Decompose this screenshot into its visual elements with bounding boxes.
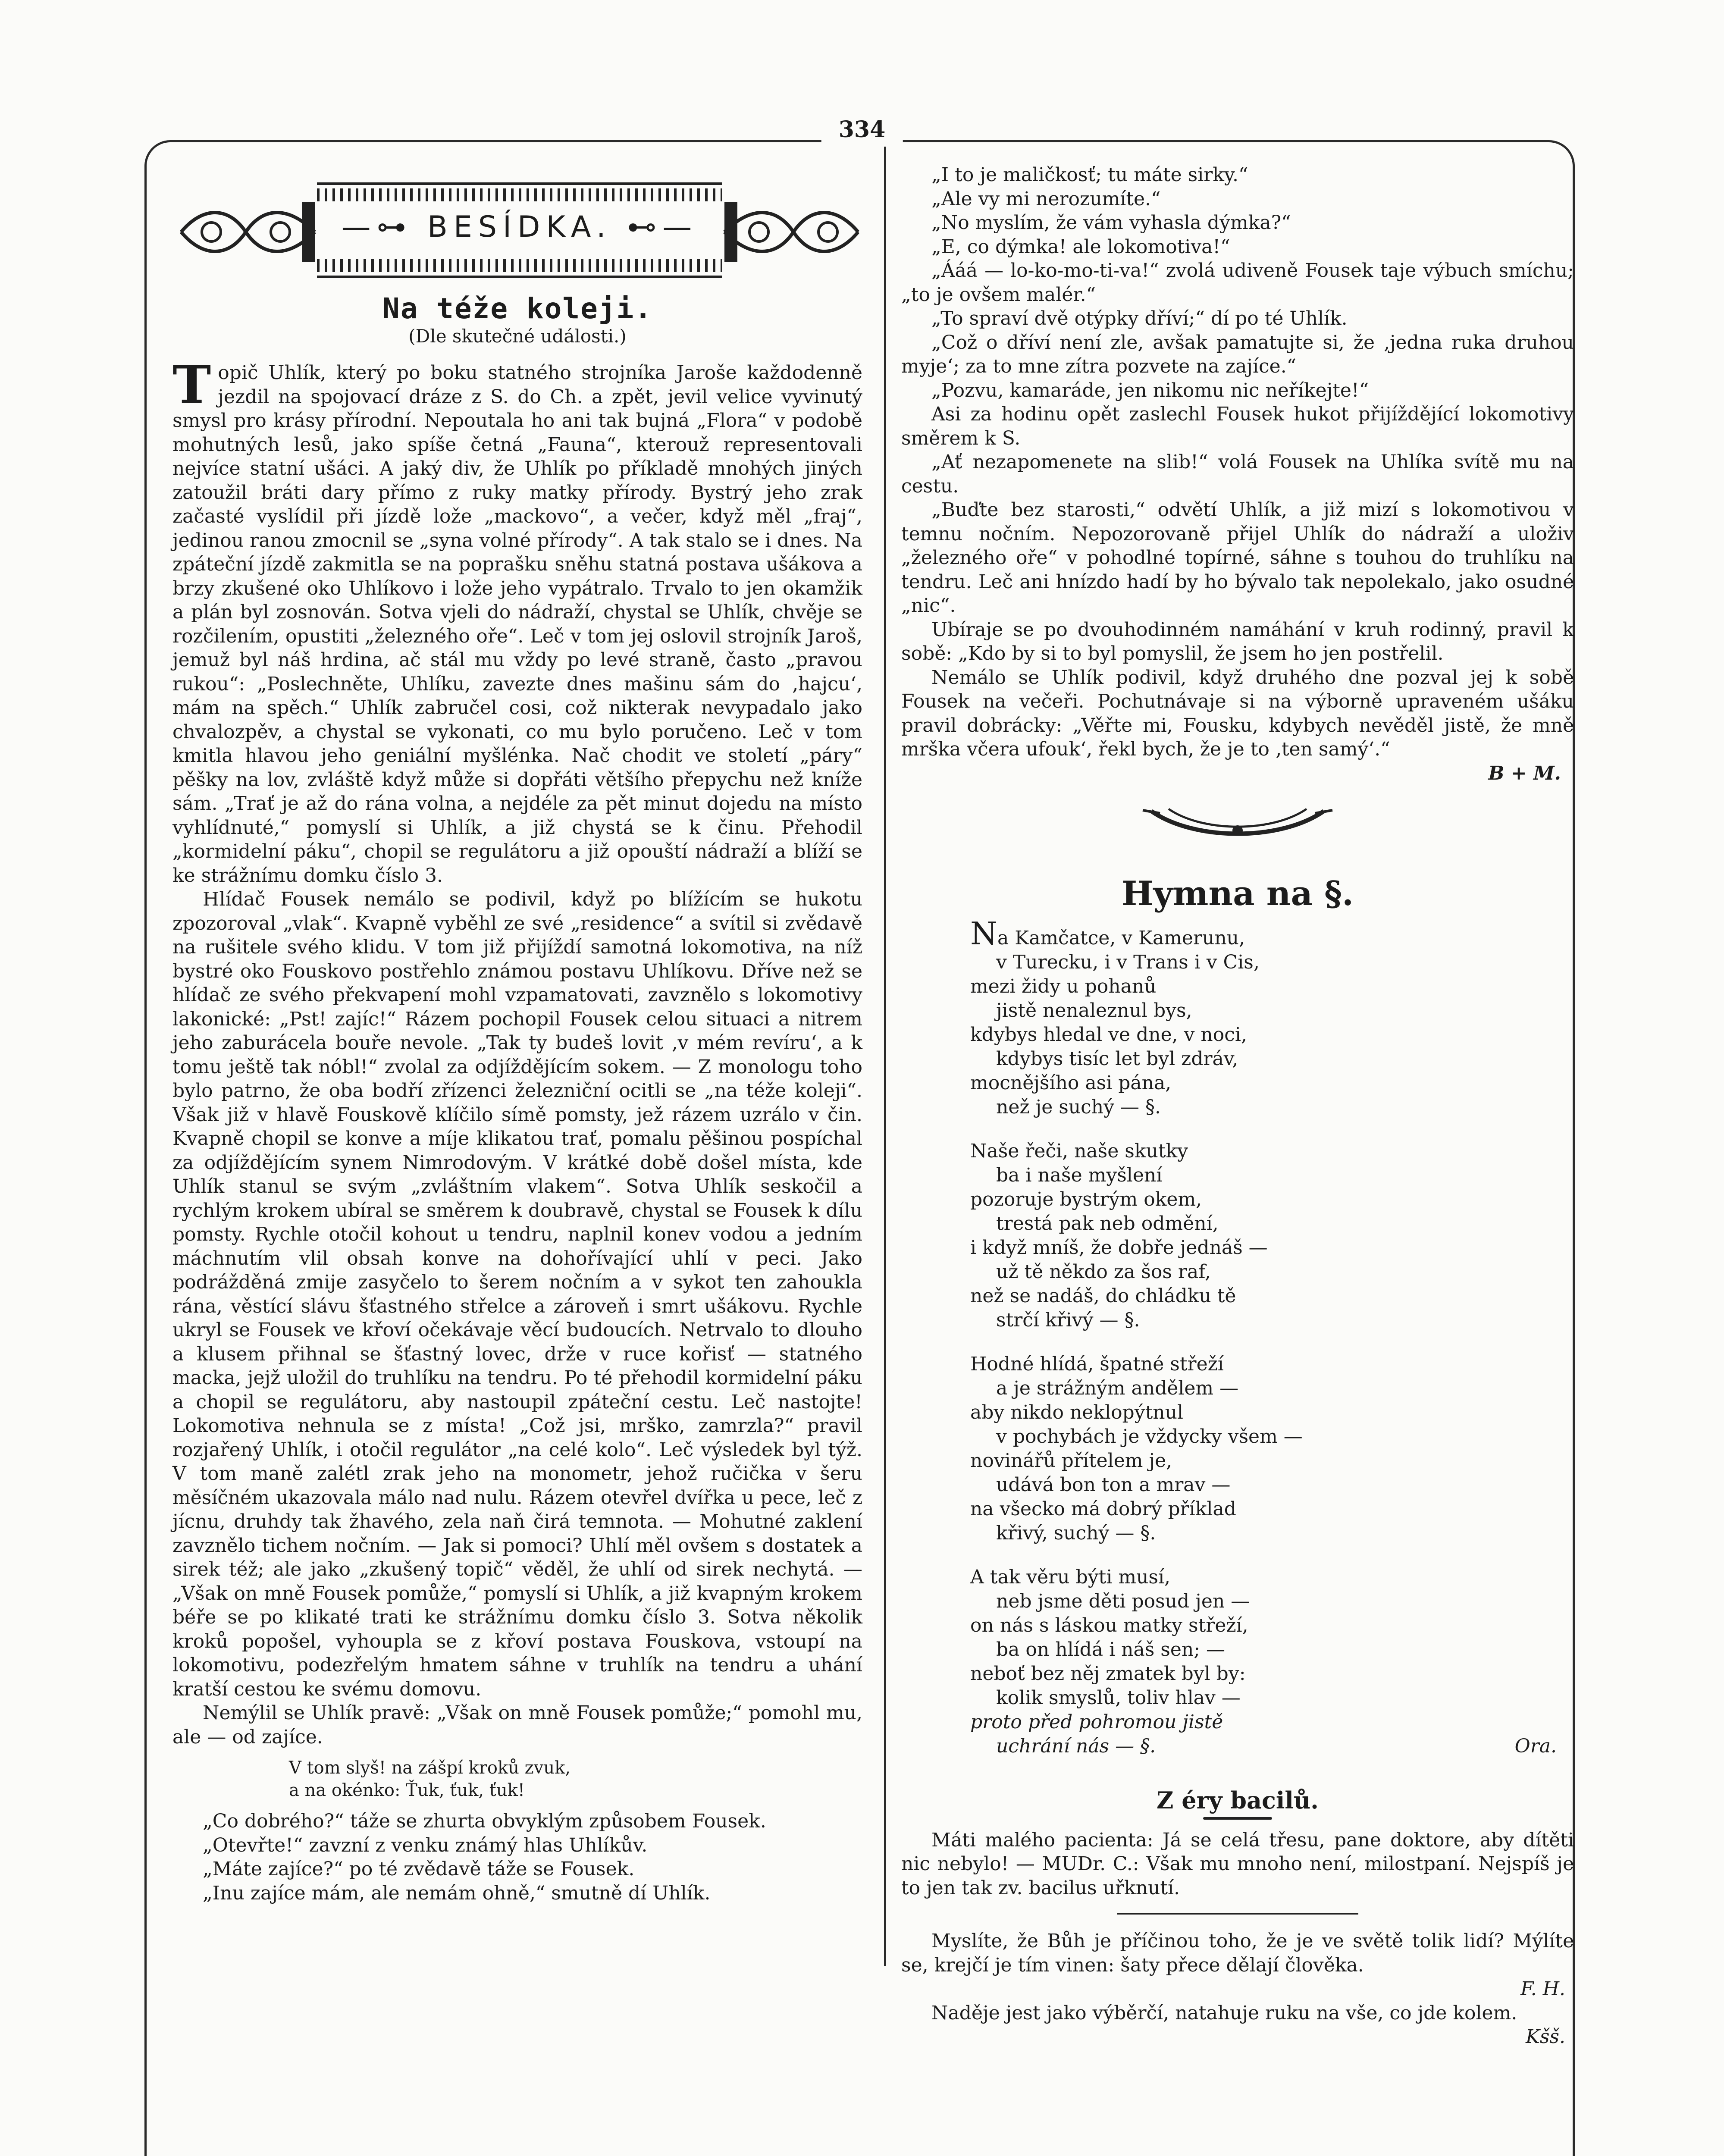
dialog-line: „Pozvu, kamaráde, jen nikomu nic neříkejte!“ (931, 379, 1369, 401)
dialog-line: „Co dobrého?“ táže se zhurta obvyklým způsobem Fousek. (203, 1810, 766, 1832)
dialog-line: „Ať nezapomenete na slib!“ volá Fousek na Uhlíka svítě mu na cestu. (901, 451, 1574, 497)
dialog-line: „Buďte bez starosti,“ odvětí Uhlík, a již mizí s lokomotivou v temnu nočním. Nepozorovaně přijel Uhlík do nádraží a uloživ „železného oře“ v pohodlné topírné, sáhne s touhou do truhlíku na tendru. Leč ani hnízdo hadí by ho bývalo tak nepolekalo, jako osudné „nic“. (901, 499, 1574, 617)
banner-comb-top (317, 188, 722, 201)
aphorism-1-signature: F. H. (1520, 1978, 1565, 2000)
poem-line: už tě někdo za šos raf, (996, 1261, 1211, 1283)
title-rule (1203, 1817, 1272, 1820)
story-verse (289, 1757, 862, 1802)
poem-line: strčí křivý — §. (996, 1309, 1140, 1331)
hymn-signature: Ora. (1514, 1735, 1557, 1757)
poem-line: na všecko má dobrý příklad (970, 1498, 1236, 1520)
ornament-scroll-left-icon (177, 189, 319, 275)
aphorism-2: Naděje jest jako výběrčí, natahuje ruku na vše, co jde kolem. (931, 2002, 1517, 2024)
dialog-line: „Máte zajíce?“ po té zvědavě táže se Fousek. (203, 1858, 635, 1880)
dialog-line: „Otevřte!“ zavzní z venku známý hlas Uhlíkův. (203, 1834, 648, 1856)
poem-line: ba on hlídá i náš sen; — (996, 1639, 1226, 1661)
poem-line: pozoruje bystrým okem, (970, 1188, 1202, 1210)
dialog-line: „To spraví dvě otýpky dříví;“ dí po té Uhlík. (931, 307, 1348, 329)
bacillus-joke: Máti malého pacienta: Já se celá třesu, pane doktore, aby dítěti nic nebylo! — MUDr. C.: Však mu mnoho není, milostpaní. Nejspíš je to jen tak zv. bacilus uřknutí. (901, 1829, 1574, 1899)
dialog-line: Nemálo se Uhlík podivil, když druhého dne pozval jej k sobě Fousek na večeři. Pochutnávaje si na výborně upraveném ušáku pravil dobrácky: „Věřte mi, Fousku, kdybych nevěděl jistě, že mně mrška včera ufouk‘, řekl bych, že je to ‚ten samý‘.“ (901, 666, 1574, 760)
poem-dropcap: N (970, 915, 997, 952)
poem-line: v Turecku, i v Trans i v Cis, (996, 951, 1260, 973)
poem-line: mezi židy u pohanů (970, 975, 1157, 997)
poem-line: Na Kamčatce, v Kamerunu, (970, 915, 1245, 952)
poem-line: uchrání nás — §. Ora. (970, 1734, 1574, 1758)
hymn-stanza (970, 1139, 1574, 1332)
dialog-line: „E, co dýmka! ale lokomotiva!“ (931, 235, 1230, 258)
left-column (172, 163, 862, 1905)
poem-line: neb jsme děti posud jen — (996, 1590, 1250, 1612)
poem-line: křivý, suchý — §. (996, 1522, 1156, 1544)
page-number: 334 (821, 116, 903, 143)
poem-line: aby nikdo neklopýtnul (970, 1401, 1184, 1423)
poem-line: Hodné hlídá, špatné střeží (970, 1353, 1224, 1375)
hymn-stanza (970, 1352, 1574, 1545)
column-divider (884, 147, 886, 1966)
dialog-line: „Inu zajíce mám, ale nemám ohně,“ smutně dí Uhlík. (203, 1882, 711, 1904)
poem-line: kdybys tisíc let byl zdráv, (996, 1048, 1238, 1070)
poem-line: novinářů přítelem je, (970, 1450, 1172, 1472)
poem-line: jistě nenaleznul bys, (996, 1000, 1192, 1022)
aphorism-2-signature: Kšš. (1525, 2026, 1565, 2048)
poem-line: v pochybách je vždycky všem — (996, 1426, 1303, 1448)
poem-line: neboť bez něj zmatek byl by: (970, 1663, 1246, 1685)
story-paragraph-2: Hlídač Fousek nemálo se podivil, když po blížícím se hukotu zpozoroval „vlak“. Kvapně vyběhl ze své „residence“ a svítil si zvědavě na rušitele svého klidu. V tom již přijíždí samotná lokomotiva, na níž bystré oko Fouskovo postřehlo známou postavu Uhlíkovu. Dříve než se hlídač ze svého překvapení mohl vzpamatovati, zavznělo s lokomotivy lakonické: „Pst! zajíc!“ Rázem pochopil Fousek celou situaci a nitrem jeho zaburácela bouře nevole. „Tak ty budeš lovit ‚v mém revíru‘, a k tomu ještě tak nóbl!“ zvolal za odjíždějícím sokem. — Z monologu toho bylo patrno, že oba bodří zřízenci železniční ocitli se „na téže koleji“. Však již v hlavě Fouskově klíčilo símě pomsty, jež rázem uzrálo v čin. Kvapně chopil se konve a míje klikatou trať, pomalu pěšinou pospíchal za odjíždějícím synem Nimrodovým. V krátké době došel místa, kde Uhlík stanul se svým „zvláštním vlakem“. Sotva Uhlík seskočil a rychlým krokem ubíral se směrem k doubravě, chystal se Fousek k dílu pomsty. Rychle otočil kohout u tendru, naplnil konev vodou a jedním máchnutím vlil obsah konve na dohořívající uhlí v peci. Jako podrážděná zmije zasyčelo to šerem nočním a v sykot ten zahoukla rána, věstící slávu šťastného střelce a zároveň i smrt ušákovu. Rychle ukryl se Fousek ve křoví očekávaje věcí budoucích. Netrvalo to dlouho a klusem přihnal se šťastný lovec, drže v ruce kořisť — statného macka, jejž uložil do truhlíku na tendru. Po té přehodil kormidelní páku a chopil se regulátoru, aby nastoupil zpáteční cestu. Leč nastojte! Lokomotiva nehnula se z místa! „Což jsi, mrško, zamrzla?“ pravil rozjařený Uhlík, i otočil regulátor „na celé kolo“. Leč výsledek byl týž. V tom maně zalétl zrak jeho na monometr, jehož ručička v šeru měsíčném ukazovala málo nad nulu. Rázem otevřel dvířka u pece, leč z jícnu, druhdy tak žhavého, zela naň čirá temnota. — Mohutné zaklení zavznělo tichem nočním. — Jak si pomoci? Uhlí měl ovšem s dostatek a sirek též; ale jako „zkušený topič“ věděl, že uhlí od sirek nechytá. — „Však on mně Fousek pomůže,“ pomyslí si Uhlík, a již kvapným krokem béře se po klikaté trati ke strážnímu domku číslo 3. Sotva několik kroků popošel, vyhoupla se z křoví postava Fouskova, vstoupí na lokomotivu, podezřelým hmatem sáhne v truhlík na tendru a uhání kratší cestou ke svému domovu. (172, 888, 862, 1700)
story-signature: B + M. (1488, 762, 1561, 784)
besidka-banner (172, 163, 862, 288)
poem-line: ba i naše myšlení (996, 1164, 1163, 1186)
hymn-title: Hymna na §. (1121, 874, 1354, 913)
dialog-line: „Ááá — lo-ko-mo-ti-va!“ zvolá udiveně Fousek taje výbuch smíchu; „to je ovšem malér.“ (901, 260, 1574, 306)
poem-line: trestá pak neb odmění, (996, 1213, 1219, 1235)
right-column (901, 163, 1574, 2049)
dialog-line: „No myslím, že vám vyhasla dýmka?“ (931, 212, 1291, 234)
dialog-line: „Ale vy mi nerozumíte.“ (931, 188, 1161, 210)
poem-line: a je strážným andělem — (996, 1377, 1239, 1399)
story-paragraph-3: Nemýlil se Uhlík pravě: „Však on mně Fousek pomůže;“ pomohl mu, ale — od zajíce. (172, 1702, 862, 1748)
poem-line: i když mníš, že dobře jednáš — (970, 1237, 1268, 1259)
hymn-stanza (970, 1565, 1574, 1758)
story-title: Na téže koleji. (382, 292, 653, 325)
story-subtitle: (Dle skutečné události.) (408, 325, 627, 347)
ornament-scroll-right-icon (720, 189, 862, 275)
dialog-line: „I to je maličkosť; tu máte sirky.“ (931, 164, 1248, 186)
poem-line: než se nadáš, do chládku tě (970, 1285, 1236, 1307)
poem-line: A tak věru býti musí, (970, 1566, 1171, 1588)
banner-comb-bottom (317, 259, 722, 272)
dialog-line: „Což o dříví není zle, avšak pamatujte si, že ‚jedna ruka druhou myje‘; za to mne zítra pozvete na zajíce.“ (901, 331, 1574, 377)
poem-line: mocnějšího asi pána, (970, 1072, 1172, 1094)
poem-line: než je suchý — §. (996, 1096, 1161, 1118)
poem-line: udává bon ton a mrav — (996, 1474, 1231, 1496)
verse-line: a na okénko: Ťuk, ťuk, ťuk! (289, 1780, 525, 1800)
poem-line: kolik smyslů, toliv hlav — (996, 1687, 1241, 1709)
ornament-divider-icon (901, 794, 1574, 846)
hymn-poem (970, 915, 1574, 1758)
aphorism-1: Myslíte, že Bůh je příčinou toho, že je ve světě tolik lidí? Mýlíte se, krejčí je tím vinen: šaty přece dělají člověka. (901, 1930, 1574, 1976)
poem-line: on nás s láskou matky střeží, (970, 1614, 1248, 1636)
dropcap: T (172, 354, 211, 415)
separator-line (1117, 1913, 1358, 1915)
dialog-line: Ubíraje se po dvouhodinném namáhání v kruh rodinný, pravil k sobě: „Kdo by si to byl pomyslil, že jsem ho jen postřelil. (901, 618, 1574, 664)
bacillus-title: Z éry bacilů. (1157, 1786, 1319, 1814)
poem-line: proto před pohromou jistě (970, 1711, 1223, 1733)
poem-line: Naše řeči, naše skutky (970, 1140, 1188, 1162)
verse-line: V tom slyš! na zášpí kroků zvuk, (289, 1758, 571, 1778)
banner-box (317, 182, 722, 278)
dialog-line: Asi za hodinu opět zaslechl Fousek hukot přijíždějící lokomotivy směrem k S. (901, 403, 1574, 449)
poem-line: kdybys hledal ve dne, v noci, (970, 1024, 1247, 1046)
hymn-stanza (970, 915, 1574, 1119)
story-paragraph-1: Topič Uhlík, který po boku statného strojníka Jaroše každodenně jezdil na spojovací dráze z S. do Ch. a zpět, jevil velice vyvinutý smysl pro krásy přírodní. Nepoutala ho ani tak bujná „Flora“ v podobě mohutných lesů, jako spíše četná „Fauna“, kterouž representovali nejvíce statní ušáci. A jaký div, že Uhlík po příkladě mnohých jiných zatoužil bráti dary přímo z ruky matky přírody. Bystrý jeho zrak začasté vyslídil při jízdě lože „mackovo“, a večer, když měl „fraj“, jedinou ranou zmocnil se „syna volné přírody“. A tak stalo se i dnes. Na zpáteční jízdě zakmitla se na poprašku sněhu statná postava ušákova a brzy zkušené oko Uhlíkovo i lože jeho vypátralo. Trvalo to jen okamžik a plán byl zosnován. Sotva vjeli do nádraží, chystal se Uhlík, chvěje se rozčilením, opustiti „železného oře“. Leč v tom jej oslovil strojník Jaroš, jemuž byl náš hrdina, ač stál mu vždy po levé straně, často „pravou rukou“: „Poslechněte, Uhlíku, zavezte dnes mašinu sám do ‚hajcu‘, mám na spěch.“ Uhlík zabručel cosi, což nikterak nevypadalo jako chvalozpěv, a chystal se vykonati, co mu bylo poručeno. Leč v tom kmitla hlavou jeho geniální myšlénka. Nač chodit ve století „páry“ pěšky na lov, zvláště když může si dopřáti většího přepychu než kníže sám. „Trať je až do rána volna, a nejdéle za pět minut dojedu na místo vyhlídnuté,“ pomyslí si Uhlík, a již chystá se k činu. Přehodil „kormidelní páku“, chopil se regulátoru a již opouští nádraží a blíží se ke strážnímu domku číslo 3. (172, 354, 862, 887)
banner-title: —⊶ BESÍDKA. ⊷— (341, 210, 698, 244)
